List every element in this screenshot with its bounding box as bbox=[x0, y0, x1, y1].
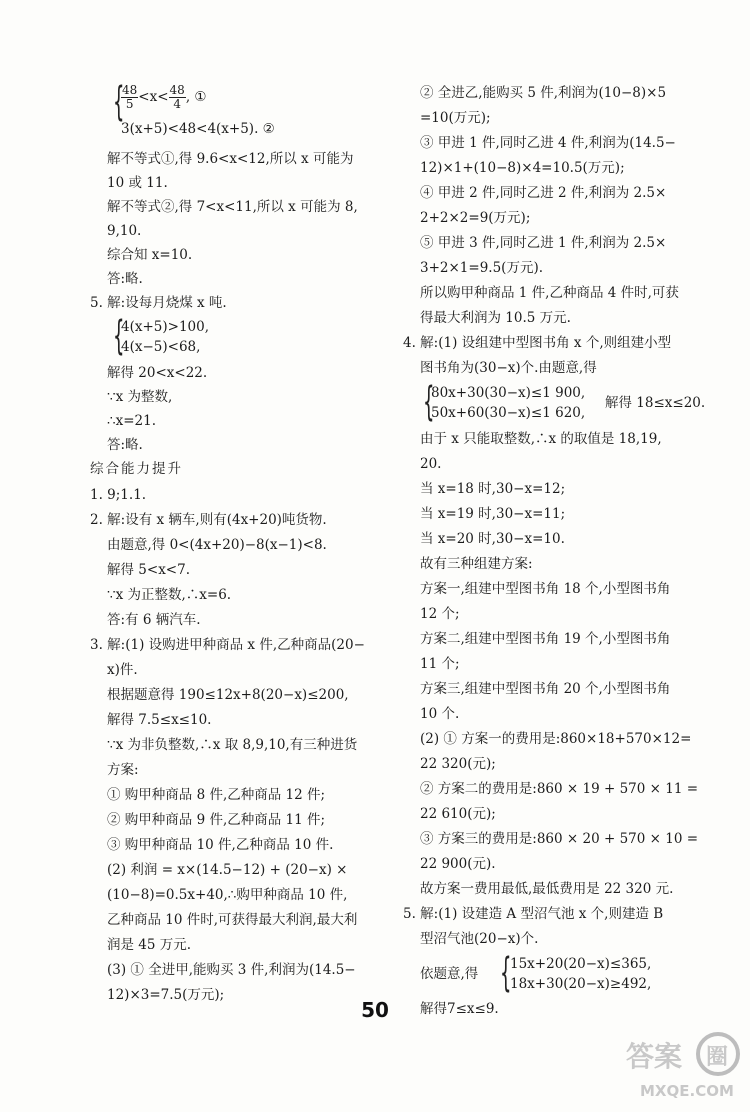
text-line: 图书角为(30−x)个.由题意,得 bbox=[420, 360, 597, 376]
text-line: 2+2×2=9(万元); bbox=[420, 210, 531, 226]
text-line: 润是 45 万元. bbox=[107, 937, 192, 953]
brace-icon: { bbox=[500, 950, 512, 996]
system-line-2: 50x+60(30−x)≤1 620, bbox=[431, 405, 586, 421]
text-line: 解得 20<x<22. bbox=[107, 365, 208, 381]
question-3-heading: 3. 解:(1) 设购进甲种商品 x 件,乙种商品(20− bbox=[90, 637, 365, 653]
text-line: x)件. bbox=[107, 662, 138, 678]
text-line: 11 个; bbox=[420, 656, 460, 672]
text-line: 方案三,组建中型图书角 20 个,小型图书角 bbox=[420, 681, 671, 697]
text-line: 当 x=19 时,30−x=11; bbox=[420, 506, 566, 522]
question-4-heading: 4. 解:(1) 设组建中型图书角 x 个,则组建小型 bbox=[403, 335, 672, 351]
watermark-icon bbox=[622, 1016, 742, 1106]
text-line: 综合知 x=10. bbox=[107, 247, 193, 263]
text-line: ① 购甲种商品 8 件,乙种商品 12 件; bbox=[107, 787, 326, 803]
text-line: 当 x=18 时,30−x=12; bbox=[420, 481, 566, 497]
text-line: =10(万元); bbox=[420, 110, 491, 126]
brace-icon: { bbox=[113, 79, 125, 125]
text-line: (2) ① 方案一的费用是:860×18+570×12= bbox=[420, 731, 692, 747]
text-line: 解不等式②,得 7<x<11,所以 x 可能为 8, bbox=[107, 199, 358, 215]
text-line: 12 个; bbox=[420, 606, 460, 622]
text-line: 乙种商品 10 件时,可获得最大利润,最大利 bbox=[107, 912, 358, 928]
text-line: 解得 5<x<7. bbox=[107, 562, 190, 578]
text-line: 22 900(元). bbox=[420, 856, 496, 872]
system-line-2: 18x+30(20−x)≥492, bbox=[510, 976, 652, 992]
text-line: ③ 甲进 1 件,同时乙进 4 件,利润为(14.5− bbox=[420, 135, 676, 151]
text-line: 12)×1+(10−8)×4=10.5(万元); bbox=[420, 160, 625, 176]
system-line-1: 4(x+5)>100, bbox=[121, 319, 210, 335]
text-line: ② 方案二的费用是:860 × 19 + 570 × 11 = bbox=[420, 781, 699, 797]
text-line: ② 购甲种商品 9 件,乙种商品 11 件; bbox=[107, 812, 326, 828]
text-line: ② 全进乙,能购买 5 件,利润为(10−8)×5 bbox=[420, 85, 667, 101]
brace-icon: { bbox=[423, 379, 435, 425]
svg-text:答案: 答案 bbox=[626, 1040, 683, 1073]
text-line: 解得 7.5≤x≤10. bbox=[107, 712, 212, 728]
text-line: 故有三种组建方案: bbox=[420, 556, 533, 572]
system-result: 解得 18≤x≤20. bbox=[605, 395, 706, 411]
text-line: 得最大利润为 10.5 万元. bbox=[420, 310, 571, 326]
text-line: 所以购甲种商品 1 件,乙种商品 4 件时,可获 bbox=[420, 285, 679, 301]
text-line: ∵x 为整数, bbox=[107, 389, 173, 405]
text-line: 22 610(元); bbox=[420, 806, 496, 822]
page-number: 50 bbox=[361, 998, 389, 1022]
question-2-heading: 2. 解:设有 x 辆车,则有(4x+20)吨货物. bbox=[90, 512, 327, 528]
text-line: ④ 甲进 2 件,同时乙进 2 件,利润为 2.5× bbox=[420, 185, 667, 201]
text-line: ⑤ 甲进 3 件,同时乙进 1 件,利润为 2.5× bbox=[420, 235, 667, 251]
text-line: 由题意,得 0<(4x+20)−8(x−1)<8. bbox=[107, 537, 327, 553]
text-line: (3) ① 全进甲,能购买 3 件,利润为(14.5− bbox=[107, 962, 356, 978]
text-line: 由于 x 只能取整数,∴x 的取值是 18,19, bbox=[420, 431, 662, 447]
fraction: $\frac{48}{4}$ bbox=[169, 83, 185, 111]
system-line-1: 80x+30(30−x)≤1 900, bbox=[431, 385, 586, 401]
text-line: 故方案一费用最低,最低费用是 22 320 元. bbox=[420, 881, 674, 897]
system-line-1: 15x+20(20−x)≤365, bbox=[510, 956, 652, 972]
svg-text:MXQE.COM: MXQE.COM bbox=[640, 1082, 734, 1100]
system-line-1: $\frac{48}{5}$ <x< $\frac{48}{4}$ , ① bbox=[122, 83, 207, 111]
brace-icon: { bbox=[113, 313, 125, 359]
text-line: 当 x=20 时,30−x=10. bbox=[420, 531, 565, 547]
inequality-system-4 bbox=[420, 950, 740, 996]
text-line: 20. bbox=[420, 456, 442, 472]
inequality-system-3 bbox=[423, 379, 743, 425]
system-lead: 依题意,得 bbox=[420, 966, 479, 982]
text-line: ③ 购甲种商品 10 件,乙种商品 10 件. bbox=[107, 837, 334, 853]
question-5-heading: 5. 解:设每月烧煤 x 吨. bbox=[90, 295, 227, 311]
text-line: 3+2×1=9.5(万元). bbox=[420, 260, 543, 276]
text-line: 方案二,组建中型图书角 19 个,小型图书角 bbox=[420, 631, 671, 647]
text-line: 型沼气池(20−x)个. bbox=[420, 931, 539, 947]
system-line-2: 3(x+5)<48<4(x+5). ② bbox=[121, 121, 275, 137]
text-line: 12)×3=7.5(万元); bbox=[107, 987, 225, 1003]
text-line: ∵x 为正整数,∴x=6. bbox=[107, 587, 232, 603]
question-5-heading: 5. 解:(1) 设建造 A 型沼气池 x 个,则建造 B bbox=[403, 906, 664, 922]
text-line: 方案: bbox=[107, 762, 139, 778]
text-line: ③ 方案三的费用是:860 × 20 + 570 × 10 = bbox=[420, 831, 699, 847]
section-heading: 综合能力提升 bbox=[90, 461, 183, 477]
text-line: 根据题意得 190≤12x+8(20−x)≤200, bbox=[107, 687, 349, 703]
text-line: 1. 9;1.1. bbox=[90, 487, 147, 503]
text-line: 22 320(元); bbox=[420, 756, 496, 772]
inequality-system-1 bbox=[113, 79, 393, 140]
text-line: 方案一,组建中型图书角 18 个,小型图书角 bbox=[420, 581, 671, 597]
text-line: ∴x=21. bbox=[107, 413, 156, 429]
text-line: ∵x 为非负整数,∴x 取 8,9,10,有三种进货 bbox=[107, 737, 358, 753]
text-line: 答:有 6 辆汽车. bbox=[107, 612, 201, 628]
text-line: 答:略. bbox=[107, 437, 143, 453]
text-line: 9,10. bbox=[107, 223, 142, 239]
text-line: (10−8)=0.5x+40,∴购甲种商品 10 件, bbox=[107, 887, 348, 903]
text-line: 10 或 11. bbox=[107, 175, 168, 191]
inequality-system-2 bbox=[113, 313, 313, 359]
text-line: (2) 利润 = x×(14.5−12) + (20−x) × bbox=[107, 862, 348, 878]
text-line: 答:略. bbox=[107, 271, 143, 287]
text-line: 解不等式①,得 9.6<x<12,所以 x 可能为 bbox=[107, 151, 354, 167]
text-line: 10 个. bbox=[420, 706, 460, 722]
text-line: 解得7≤x≤9. bbox=[420, 1001, 499, 1017]
svg-text:圈: 圈 bbox=[706, 1045, 729, 1070]
watermark-logo bbox=[622, 1016, 742, 1106]
fraction: $\frac{48}{5}$ bbox=[122, 83, 138, 111]
system-line-2: 4(x−5)<68, bbox=[121, 339, 201, 355]
